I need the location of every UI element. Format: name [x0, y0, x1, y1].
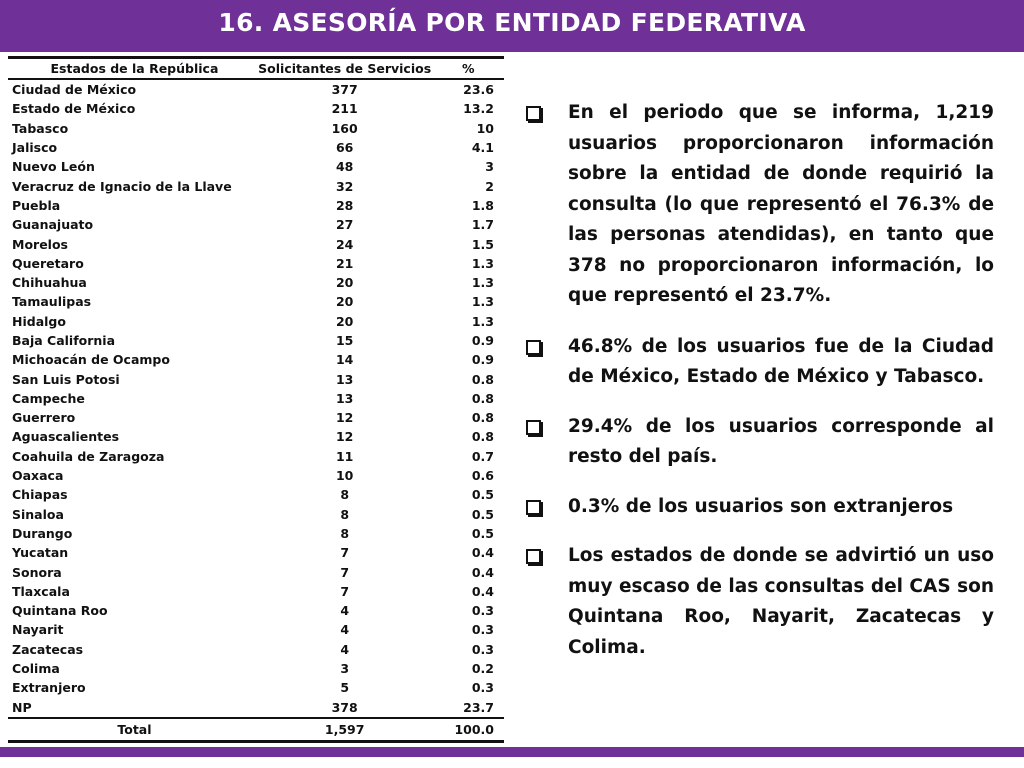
bullet-item [524, 98, 994, 312]
bullet-text: 29.4% de los usuarios corresponde al resto del país. [568, 415, 994, 467]
table-row [8, 466, 504, 485]
requesters-count: 160 [331, 120, 358, 136]
requesters-count: 32 [335, 178, 354, 194]
table-row [8, 427, 504, 446]
table-row [8, 350, 504, 369]
percent-value: 1.5 [471, 236, 494, 252]
percent-value: 1.3 [471, 255, 494, 271]
state-name: Quintana Roo [12, 603, 108, 619]
requesters-count: 8 [340, 487, 350, 503]
requesters-count: 4 [340, 641, 350, 657]
requesters-count: 66 [335, 140, 354, 156]
state-name: Puebla [12, 197, 61, 213]
table-row [8, 562, 504, 581]
total-requesters: 1,597 [257, 718, 432, 742]
table-row [8, 389, 504, 408]
table-row [8, 524, 504, 543]
requesters-count: 7 [340, 545, 350, 561]
requesters-count: 48 [335, 159, 354, 175]
summary-bullets [524, 98, 994, 663]
requesters-count: 13 [335, 371, 354, 387]
state-name: Coahuila de Zaragoza [12, 448, 165, 464]
percent-value: 0.4 [471, 564, 494, 580]
requesters-count: 20 [335, 275, 354, 291]
table-header-row [8, 58, 504, 80]
bullet-text: En el periodo que se informa, 1,219 usuarios proporcionaron información sobre la entidad de donde requirió la consulta (lo que representó el 76.3% de las personas atendidas), en tanto que 378 no proporcionaron información, lo que representó el 23.7%. [568, 102, 994, 306]
requesters-count: 28 [335, 197, 354, 213]
percent-value: 0.5 [471, 506, 494, 522]
table-row [8, 485, 504, 504]
requesters-count: 10 [335, 468, 354, 484]
table-row [8, 447, 504, 466]
percent-value: 1.3 [471, 313, 494, 329]
requesters-count: 20 [335, 294, 354, 310]
percent-value: 0.7 [471, 448, 494, 464]
table-row [8, 119, 504, 138]
requesters-count: 12 [335, 429, 354, 445]
table-body [8, 79, 504, 718]
percent-value: 10 [476, 120, 494, 136]
requesters-count: 14 [335, 352, 354, 368]
bottom-bar [0, 747, 1024, 757]
requesters-count: 4 [340, 603, 350, 619]
table-row [8, 254, 504, 273]
state-name: Durango [12, 525, 73, 541]
state-name: Tlaxcala [12, 583, 70, 599]
state-name: Jalisco [12, 140, 58, 156]
states-table [8, 56, 504, 743]
percent-value: 0.3 [471, 603, 494, 619]
percent-value: 23.7 [432, 698, 504, 718]
bullet-text: 0.3% de los usuarios son extranjeros [568, 495, 954, 517]
table-row [8, 640, 504, 659]
table-row [8, 99, 504, 118]
state-name: San Luis Potosi [12, 371, 120, 387]
percent-value: 0.2 [471, 661, 494, 677]
table-row [8, 505, 504, 524]
state-name: Nuevo León [12, 159, 95, 175]
bullet-item [524, 541, 994, 663]
requesters-count: 378 [257, 698, 432, 718]
table-row [8, 215, 504, 234]
requesters-count: 27 [335, 217, 354, 233]
requesters-count: 8 [340, 525, 350, 541]
table-row [8, 176, 504, 195]
percent-value: 13.2 [463, 101, 494, 117]
percent-value: 0.5 [471, 487, 494, 503]
table-row [8, 620, 504, 639]
percent-value: 0.5 [471, 525, 494, 541]
header-state: Estados de la República [8, 58, 257, 80]
percent-value: 0.6 [471, 468, 494, 484]
percent-value: 0.8 [471, 429, 494, 445]
table-row [8, 408, 504, 427]
table-row [8, 138, 504, 157]
state-name: Morelos [12, 236, 68, 252]
percent-value: 0.8 [471, 390, 494, 406]
percent-value: 0.3 [471, 622, 494, 638]
state-name: Oaxaca [12, 468, 64, 484]
percent-value: 0.3 [471, 641, 494, 657]
bullet-text: 46.8% de los usuarios fue de la Ciudad de México, Estado de México y Tabasco. [568, 335, 994, 387]
total-percent: 100.0 [432, 718, 504, 742]
checkbox-bullet-icon [526, 500, 541, 515]
state-name: Extranjero [12, 680, 86, 696]
state-name: Chiapas [12, 487, 68, 503]
state-name: Michoacán de Ocampo [12, 352, 170, 368]
state-name: Chihuahua [12, 275, 87, 291]
requesters-count: 211 [331, 101, 358, 117]
requesters-count: 7 [340, 583, 350, 599]
percent-value: 0.4 [471, 583, 494, 599]
state-name: Yucatan [12, 545, 69, 561]
percent-value: 0.9 [471, 333, 494, 348]
requesters-count: 7 [340, 564, 350, 580]
state-name: Estado de México [12, 101, 136, 117]
requesters-count: 377 [331, 82, 358, 98]
page-title: 16. ASESORÍA POR ENTIDAD FEDERATIVA [218, 8, 806, 37]
checkbox-bullet-icon [526, 340, 541, 355]
state-name: Baja California [12, 333, 116, 348]
table-row [8, 369, 504, 388]
header-requesters: Solicitantes de Servicios [257, 58, 432, 80]
table-row [8, 312, 504, 331]
table-row [8, 543, 504, 562]
checkbox-bullet-icon [526, 420, 541, 435]
table-row [8, 234, 504, 253]
percent-value: 1.3 [471, 275, 494, 291]
requesters-count: 8 [340, 506, 350, 522]
bullet-text: Los estados de donde se advirtió un uso muy escaso de las consultas del CAS son Quintana Roo, Nayarit, Zacatecas y Colima. [568, 545, 994, 658]
state-name: Sonora [12, 564, 62, 580]
total-label: Total [8, 718, 257, 742]
percent-value: 3 [485, 159, 494, 175]
percent-value: 1.8 [471, 197, 494, 213]
state-name: Guanajuato [12, 217, 94, 233]
requesters-count: 12 [335, 410, 354, 426]
percent-value: 1.7 [471, 217, 494, 233]
requesters-count: 4 [340, 622, 350, 638]
state-name: Tamaulipas [12, 294, 92, 310]
table-row [8, 157, 504, 176]
percent-value: 0.4 [471, 545, 494, 561]
state-name: Sinaloa [12, 506, 64, 522]
title-bar [0, 0, 1024, 52]
table-total-row [8, 718, 504, 742]
state-name: Campeche [12, 390, 85, 406]
requesters-count: 5 [340, 680, 350, 696]
percent-value: 0.8 [471, 371, 494, 387]
states-table-container [8, 56, 504, 738]
state-name: Zacatecas [12, 641, 84, 657]
state-name: NP [8, 698, 257, 718]
requesters-count: 21 [335, 255, 354, 271]
percent-value: 1.3 [471, 294, 494, 310]
state-name: Guerrero [12, 410, 76, 426]
header-percent: % [432, 58, 504, 80]
requesters-count: 3 [340, 661, 350, 677]
table-row [8, 331, 504, 350]
table-row [8, 678, 504, 697]
table-row [8, 601, 504, 620]
bullet-item [524, 492, 994, 523]
requesters-count: 13 [335, 390, 354, 406]
table-row [8, 292, 504, 311]
state-name: Tabasco [12, 120, 69, 136]
percent-value: 23.6 [463, 82, 494, 98]
requesters-count: 11 [335, 448, 354, 464]
state-name: Ciudad de México [12, 82, 137, 98]
table-row [8, 196, 504, 215]
state-name: Queretaro [12, 255, 84, 271]
state-name: Nayarit [12, 622, 64, 638]
percent-value: 2 [485, 178, 494, 194]
table-row [8, 698, 504, 718]
percent-value: 0.9 [471, 352, 494, 368]
table-row [8, 582, 504, 601]
percent-value: 0.8 [471, 410, 494, 426]
requesters-count: 20 [335, 313, 354, 329]
checkbox-bullet-icon [526, 106, 541, 121]
state-name: Aguascalientes [12, 429, 120, 445]
table-row [8, 273, 504, 292]
table-row [8, 79, 504, 99]
table-row [8, 659, 504, 678]
state-name: Colima [12, 661, 60, 677]
requesters-count: 15 [335, 333, 354, 348]
bullet-item [524, 332, 994, 393]
percent-value: 0.3 [471, 680, 494, 696]
state-name: Hidalgo [12, 313, 66, 329]
checkbox-bullet-icon [526, 549, 541, 564]
requesters-count: 24 [335, 236, 354, 252]
bullet-item [524, 412, 994, 473]
percent-value: 4.1 [471, 140, 494, 156]
state-name: Veracruz de Ignacio de la Llave [12, 178, 232, 194]
